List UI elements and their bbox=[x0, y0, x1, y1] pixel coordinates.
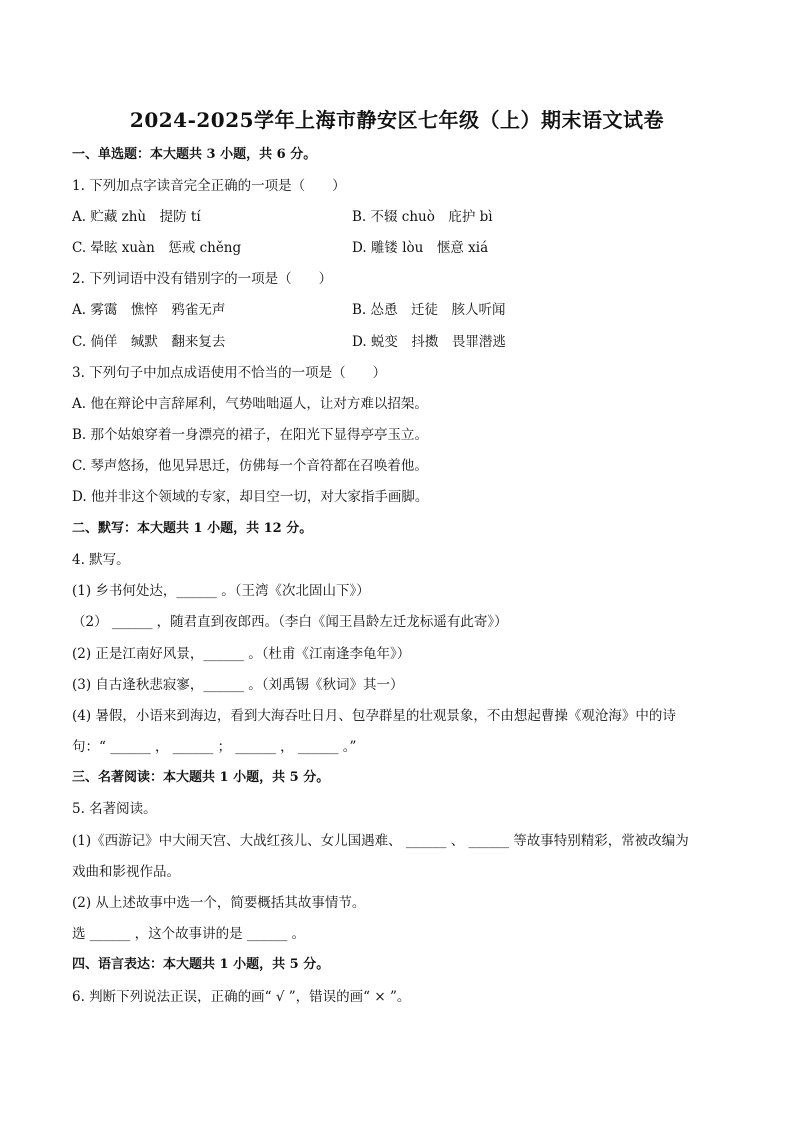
question-6-stem: 6. 判断下列说法正误，正确的画“ √ ”，错误的画“ × ”。 bbox=[72, 989, 411, 1005]
question-3-option-a: A. 他在辩论中言辞犀利，气势咄咄逼人，让对方难以招架。 bbox=[72, 396, 428, 412]
question-5-line-4: 选 ______ ，这个故事讲的是 ______ 。 bbox=[72, 926, 306, 942]
question-1-stem: 1. 下列加点字读音完全正确的一项是（ ） bbox=[72, 178, 346, 194]
question-2-option-a: A. 雾霭 憔悴 鸦雀无声 bbox=[72, 302, 226, 318]
page-title: 2024-2025学年上海市静安区七年级（上）期末语文试卷 bbox=[129, 108, 665, 132]
question-5-stem: 5. 名著阅读。 bbox=[72, 801, 157, 817]
question-5-line-3: (2) 从上述故事中选一个，简要概括其故事情节。 bbox=[72, 895, 366, 911]
question-4-line-5: (4) 暑假，小语来到海边，看到大海吞吐日月、包孕群星的壮观景象，不由想起曹操《观沧海》中的诗 bbox=[72, 708, 676, 724]
question-2-option-b: B. 怂恿 迁徒 胲人听闻 bbox=[352, 302, 506, 318]
section-heading-classics-reading: 三、名著阅读：本大题共 1 小题，共 5 分。 bbox=[72, 770, 330, 785]
question-3-stem: 3. 下列句子中加点成语使用不恰当的一项是（ ） bbox=[72, 365, 387, 381]
question-3-option-c: C. 琴声悠扬，他见异思迁，仿佛每一个音符都在召唤着他。 bbox=[72, 458, 428, 474]
question-3-option-d: D. 他并非这个领域的专家，却目空一切，对大家指手画脚。 bbox=[72, 489, 429, 505]
question-1-option-a: A. 贮藏 zhù 提防 tí bbox=[72, 209, 201, 225]
section-heading-dictation: 二、默写：本大题共 1 小题，共 12 分。 bbox=[72, 521, 313, 536]
question-4-line-3: (2) 正是江南好风景，______ 。（杜甫《江南逢李龟年》） bbox=[72, 646, 411, 662]
question-4-line-6: 句：“ ______ ， ______ ； ______ ， ______ 。” bbox=[72, 739, 357, 755]
question-5-line-1: (1)《西游记》中大闹天宫、大战红孩儿、女儿国遇难、 ______ 、 ______ 等故事特别精彩，常被改编为 bbox=[72, 833, 689, 849]
question-3-option-b: B. 那个姑娘穿着一身漂亮的裙子，在阳光下显得亭亭玉立。 bbox=[72, 427, 429, 443]
section-heading-single-choice: 一、单选题：本大题共 3 小题，共 6 分。 bbox=[72, 147, 317, 162]
question-4-stem: 4. 默写。 bbox=[72, 552, 130, 568]
question-2-option-c: C. 倘佯 缄默 翻来复去 bbox=[72, 334, 226, 350]
question-1-option-d: D. 雕镂 lòu 惬意 xiá bbox=[352, 240, 489, 256]
question-5-line-2: 戏曲和影视作品。 bbox=[72, 864, 180, 880]
question-2-option-d: D. 蜕变 抖擞 畏罪潜逃 bbox=[352, 334, 506, 350]
question-4-line-2: （2） ______ ，随君直到夜郎西。（李白《闻王昌龄左迁龙标遥有此寄》） bbox=[72, 614, 508, 630]
question-4-line-1: (1) 乡书何处达，______ 。（王湾《次北固山下》） bbox=[72, 583, 370, 599]
question-1-option-c: C. 晕眩 xuàn 惩戒 chěng bbox=[72, 240, 242, 256]
question-2-stem: 2. 下列词语中没有错别字的一项是（ ） bbox=[72, 271, 333, 287]
question-1-option-b: B. 不辍 chuò 庇护 bì bbox=[352, 209, 493, 225]
section-heading-language-expression: 四、语言表达：本大题共 1 小题，共 5 分。 bbox=[72, 957, 330, 972]
question-4-line-4: (3) 自古逢秋悲寂寥，______ 。（刘禹锡《秋词》其一） bbox=[72, 677, 404, 693]
